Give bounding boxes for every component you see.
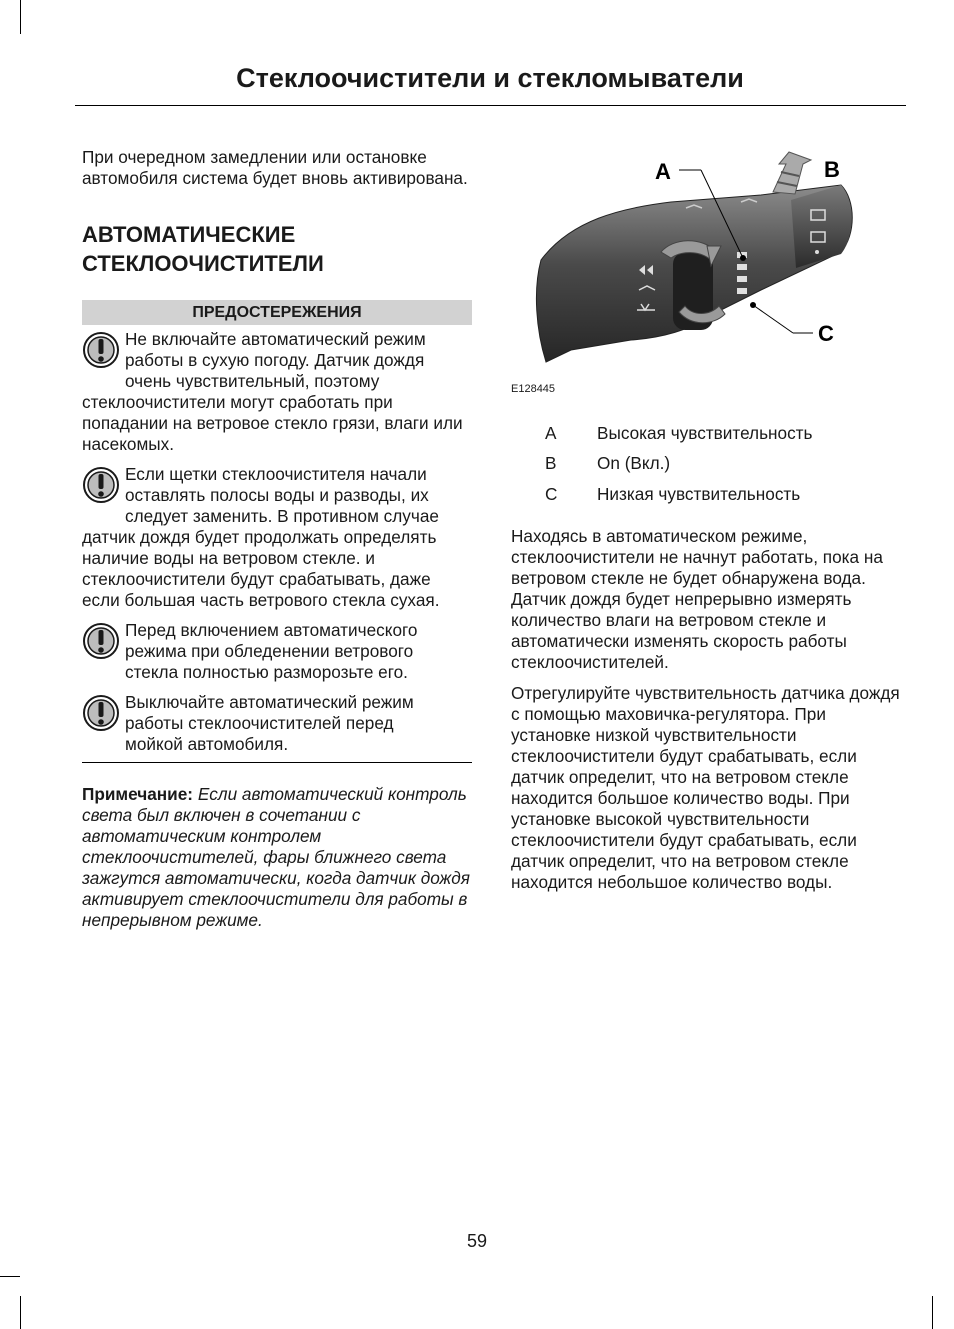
warning-line: оставлять полосы воды и разводы, их	[125, 485, 429, 505]
warning-exclamation-icon	[82, 466, 120, 504]
warning-text: стеклоочистители могут сработать при попадании на ветровое стекло грязи, влаги или насекомых.	[82, 392, 463, 454]
callout-b: B	[824, 157, 840, 182]
warning-item	[82, 329, 472, 455]
legend-key: B	[545, 453, 557, 473]
legend-key: A	[545, 423, 557, 443]
legend-key: C	[545, 484, 558, 504]
callout-c: C	[818, 321, 834, 346]
warning-exclamation-icon	[82, 694, 120, 732]
crop-mark-bottom-left-v	[20, 1296, 21, 1329]
warning-exclamation-icon	[82, 331, 120, 369]
warning-item	[82, 692, 472, 755]
auto-mode-paragraph: Находясь в автоматическом режиме, стеклоочистители не начнут работать, пока на ветровом стекле не будет обнаружена вода. Датчик дождя будет непрерывно измерять количество влаги на ветровом стекле и автоматически изменять скорость работы стеклоочистителей.	[511, 526, 883, 672]
section-heading	[82, 220, 472, 278]
warning-line: мойкой автомобиля.	[125, 734, 289, 754]
section-heading-line2: СТЕКЛООЧИСТИТЕЛИ	[82, 251, 324, 276]
crop-mark-top-left	[20, 0, 21, 34]
warning-line: следует заменить. В противном случае	[125, 506, 439, 526]
page-number: 59	[466, 1231, 488, 1251]
note-paragraph	[82, 784, 472, 931]
warning-exclamation-icon	[82, 622, 120, 660]
warning-item	[82, 620, 472, 683]
warning-item	[82, 464, 472, 611]
section-heading-line1: АВТОМАТИЧЕСКИЕ	[82, 222, 296, 247]
right-column	[511, 526, 906, 893]
legend-row	[545, 484, 800, 505]
warning-line: очень чувствительный, поэтому	[125, 371, 380, 391]
warnings-header: ПРЕДОСТЕРЕЖЕНИЯ	[82, 300, 472, 325]
warning-line: Выключайте автоматический режим	[125, 692, 414, 712]
intro-paragraph: При очередном замедлении или остановке автомобиля система будет вновь активирована.	[82, 147, 468, 188]
callout-a: A	[655, 159, 671, 184]
legend-value: Низкая чувствительность	[597, 484, 801, 504]
warning-line: работы в сухую погоду. Датчик дождя	[125, 350, 425, 370]
warning-line: Перед включением автоматического	[125, 620, 418, 640]
warning-text: датчик дождя будет продолжать определять наличие воды на ветровом стекле. и стеклоочистители будут срабатывать, даже если большая часть ветрового стекла сухая.	[82, 527, 440, 610]
left-column	[82, 147, 472, 931]
note-label: Примечание:	[82, 784, 194, 804]
legend-row	[545, 423, 813, 444]
warning-line: работы стеклоочистителей перед	[125, 713, 394, 733]
wiper-stalk-illustration	[511, 140, 906, 380]
note-text: Если автоматический контроль света был включен в сочетании с автоматическим контролем стеклоочистителей, фары ближнего света зажгутся автоматически, когда датчик дождя активирует стеклоочистители для работы в непрерывном режиме.	[82, 784, 470, 930]
warning-line: стекла полностью разморозьте его.	[125, 662, 408, 682]
figure-id: E128445	[511, 383, 556, 395]
legend-value: On (Вкл.)	[597, 453, 671, 473]
warning-line: режима при обледенении ветрового	[125, 641, 414, 661]
crop-mark-bottom-left-h	[0, 1276, 20, 1277]
crop-mark-bottom-right	[932, 1296, 933, 1329]
sensitivity-paragraph: Отрегулируйте чувствительность датчика дождя с помощью маховичка-регулятора. При установке низкой чувствительности стеклоочистители будут срабатывать, если датчик определит, что на ветровом стекле находится большое количество воды. При установке высокой чувствительности стеклоочистители будут срабатывать, если датчик определит, что на ветровом стекле находится небольшое количество воды.	[511, 683, 900, 892]
page-title: Стеклоочистители и стекломыватели	[236, 63, 744, 93]
warning-line: Не включайте автоматический режим	[125, 329, 426, 349]
legend-value: Высокая чувствительность	[597, 423, 813, 443]
warning-line: Если щетки стеклоочистителя начали	[125, 464, 427, 484]
legend-row	[545, 453, 670, 474]
title-divider	[75, 105, 906, 106]
